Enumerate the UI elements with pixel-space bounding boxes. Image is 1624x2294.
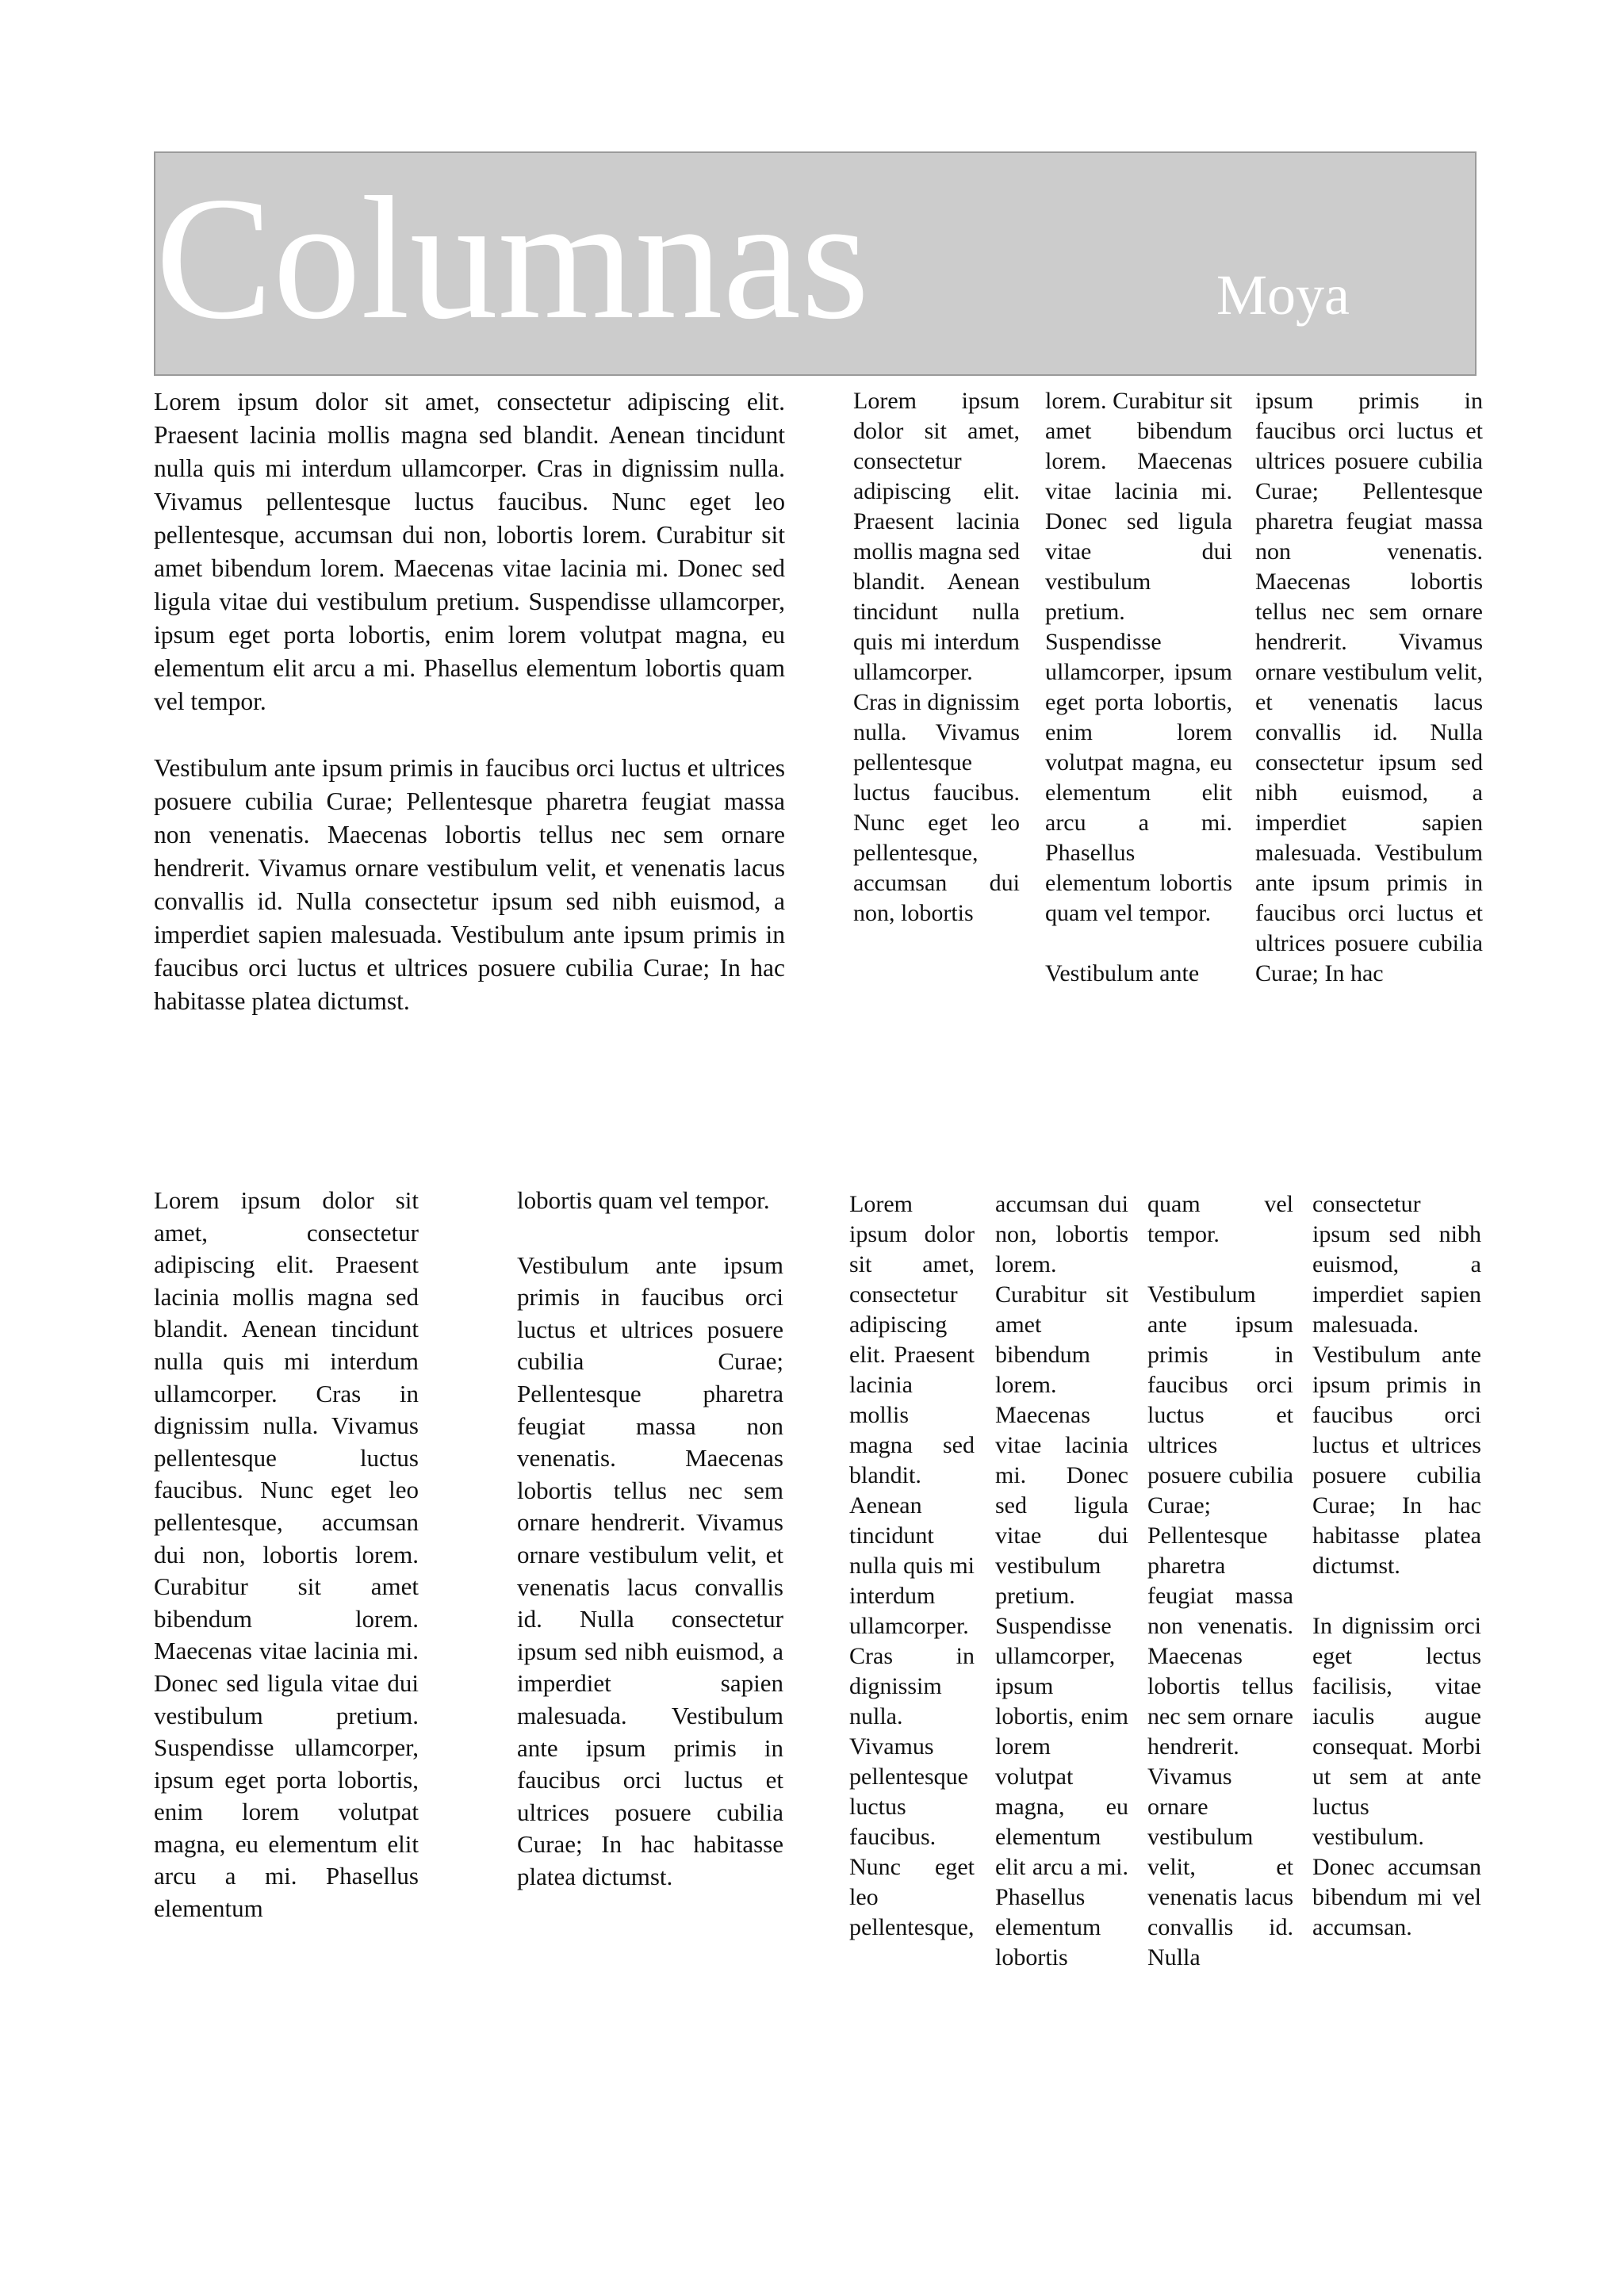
paragraph: In dignissim orci eget lectus facilisis, vitae iaculis augue consequat. Morbi ut sem at ante luctus vestibulum. Donec accumsan bibendum mi vel accumsan. — [1312, 1613, 1481, 1940]
paragraph: accumsan dui non, lobortis lorem. Curabitur sit amet bibendum lorem. Maecenas vitae lacinia mi. Donec sed ligula vitae dui vestibulum pretium. Suspendisse ullamcorper, ipsum lobortis, enim lorem volutpat magna, eu elementum elit arcu a mi. Phasellus elementum lobortis — [995, 1191, 1128, 1970]
author-name: Moya — [1216, 263, 1350, 327]
section1-wide-column — [154, 385, 785, 1097]
section1-narrow-column-1 — [853, 386, 1020, 1089]
section2-narrow-column-2 — [995, 1189, 1128, 2136]
paragraph: Vestibulum ante ipsum primis in faucibus orci luctus et ultrices posuere cubilia Curae; Pellentesque pharetra feugiat massa non venenatis. Maecenas lobortis tellus nec sem ornare hendrerit. Vivamus ornare vestibulum velit, et venenatis lacus convallis id. Nulla — [1147, 1281, 1293, 1970]
paragraph: Vestibulum ante ipsum primis in faucibus orci luctus et ultrices posuere cubilia Curae; Pellentesque pharetra feugiat massa non venenatis. Maecenas lobortis tellus nec sem ornare hendrerit. Vivamus ornare vestibulum velit, et venenatis lacus convallis id. Nulla consectetur ipsum sed nibh euismod, a imperdiet sapien malesuada. Vestibulum ante ipsum primis in faucibus orci luctus et ultrices posuere cubilia Curae; In hac habitasse platea dictumst. — [517, 1250, 783, 1890]
section1-narrow-column-3 — [1255, 386, 1483, 1089]
paragraph: Vestibulum ante — [1045, 960, 1200, 986]
paragraph: lobortis quam vel tempor. — [517, 1186, 770, 1214]
document-title: Columnas — [155, 161, 870, 356]
section2-column-1 — [154, 1185, 419, 2136]
paragraph: Lorem ipsum dolor sit amet, consectetur adipiscing elit. Praesent lacinia mollis magna sed blandit. Aenean tincidunt nulla quis mi interdum ullamcorper. Cras in dignissim nulla. Vivamus pellentesque luctus faucibus. Nunc eget leo pellentesque, accumsan dui non, lobortis — [853, 388, 1020, 926]
paragraph: quam vel tempor. — [1147, 1191, 1293, 1247]
paragraph: Lorem ipsum dolor sit amet, consectetur adipiscing elit. Praesent lacinia mollis magna sed blandit. Aenean tincidunt nulla quis mi interdum ullamcorper. Cras in dignissim nulla. Vivamus pellentesque luctus faucibus. Nunc eget leo pellentesque, accumsan dui non, lobortis lorem. Curabitur sit amet bibendum lorem. Maecenas vitae lacinia mi. Donec sed ligula vitae dui vestibulum pretium. Suspendisse ullamcorper, ipsum eget porta lobortis, enim lorem volutpat magna, eu elementum elit arcu a mi. Phasellus elementum lobortis quam vel tempor. — [154, 388, 785, 715]
paragraph: ipsum primis in faucibus orci luctus et ultrices posuere cubilia Curae; Pellentesque pharetra feugiat massa non venenatis. Maecenas lobortis tellus nec sem ornare hendrerit. Vivamus ornare vestibulum velit, et venenatis lacus convallis id. Nulla consectetur ipsum sed nibh euismod, a imperdiet sapien malesuada. Vestibulum ante ipsum primis in faucibus orci luctus et ultrices posuere cubilia Curae; In hac — [1255, 388, 1483, 986]
paragraph: lorem. Curabitur sit amet bibendum lorem. Maecenas vitae lacinia mi. Donec sed ligula vitae dui vestibulum pretium. Suspendisse ullamcorper, ipsum eget porta lobortis, enim lorem volutpat magna, eu elementum elit arcu a mi. Phasellus elementum lobortis quam vel tempor. — [1045, 388, 1232, 926]
title-banner — [154, 151, 1477, 376]
paragraph: Lorem ipsum dolor sit amet, consectetur adipiscing elit. Praesent lacinia mollis magna sed blandit. Aenean tincidunt nulla quis mi interdum ullamcorper. Cras in dignissim nulla. Vivamus pellentesque luctus faucibus. Nunc eget leo pellentesque, — [849, 1191, 975, 1940]
paragraph: consectetur ipsum sed nibh euismod, a imperdiet sapien malesuada. Vestibulum ante ipsum primis in faucibus orci luctus et ultrices posuere cubilia Curae; In hac habitasse platea dictumst. — [1312, 1191, 1481, 1579]
section2-narrow-column-3 — [1147, 1189, 1293, 2136]
section2-column-2 — [517, 1185, 783, 2136]
section2-narrow-column-1 — [849, 1189, 975, 2136]
section2-narrow-column-4 — [1312, 1189, 1481, 2136]
paragraph: Lorem ipsum dolor sit amet, consectetur adipiscing elit. Praesent lacinia mollis magna sed blandit. Aenean tincidunt nulla quis mi interdum ullamcorper. Cras in dignissim nulla. Vivamus pellentesque luctus faucibus. Nunc eget leo pellentesque, accumsan dui non, lobortis lorem. Curabitur sit amet bibendum lorem. Maecenas vitae lacinia mi. Donec sed ligula vitae dui vestibulum pretium. Suspendisse ullamcorper, ipsum eget porta lobortis, enim lorem volutpat magna, eu elementum elit arcu a mi. Phasellus elementum — [154, 1186, 419, 1923]
paragraph: Vestibulum ante ipsum primis in faucibus orci luctus et ultrices posuere cubilia Curae; Pellentesque pharetra feugiat massa non venenatis. Maecenas lobortis tellus nec sem ornare hendrerit. Vivamus ornare vestibulum velit, et venenatis lacus convallis id. Nulla consectetur ipsum sed nibh euismod, a imperdiet sapien malesuada. Vestibulum ante ipsum primis in faucibus orci luctus et ultrices posuere cubilia Curae; In hac habitasse platea dictumst. — [154, 754, 785, 1015]
section1-narrow-column-2 — [1045, 386, 1232, 1089]
